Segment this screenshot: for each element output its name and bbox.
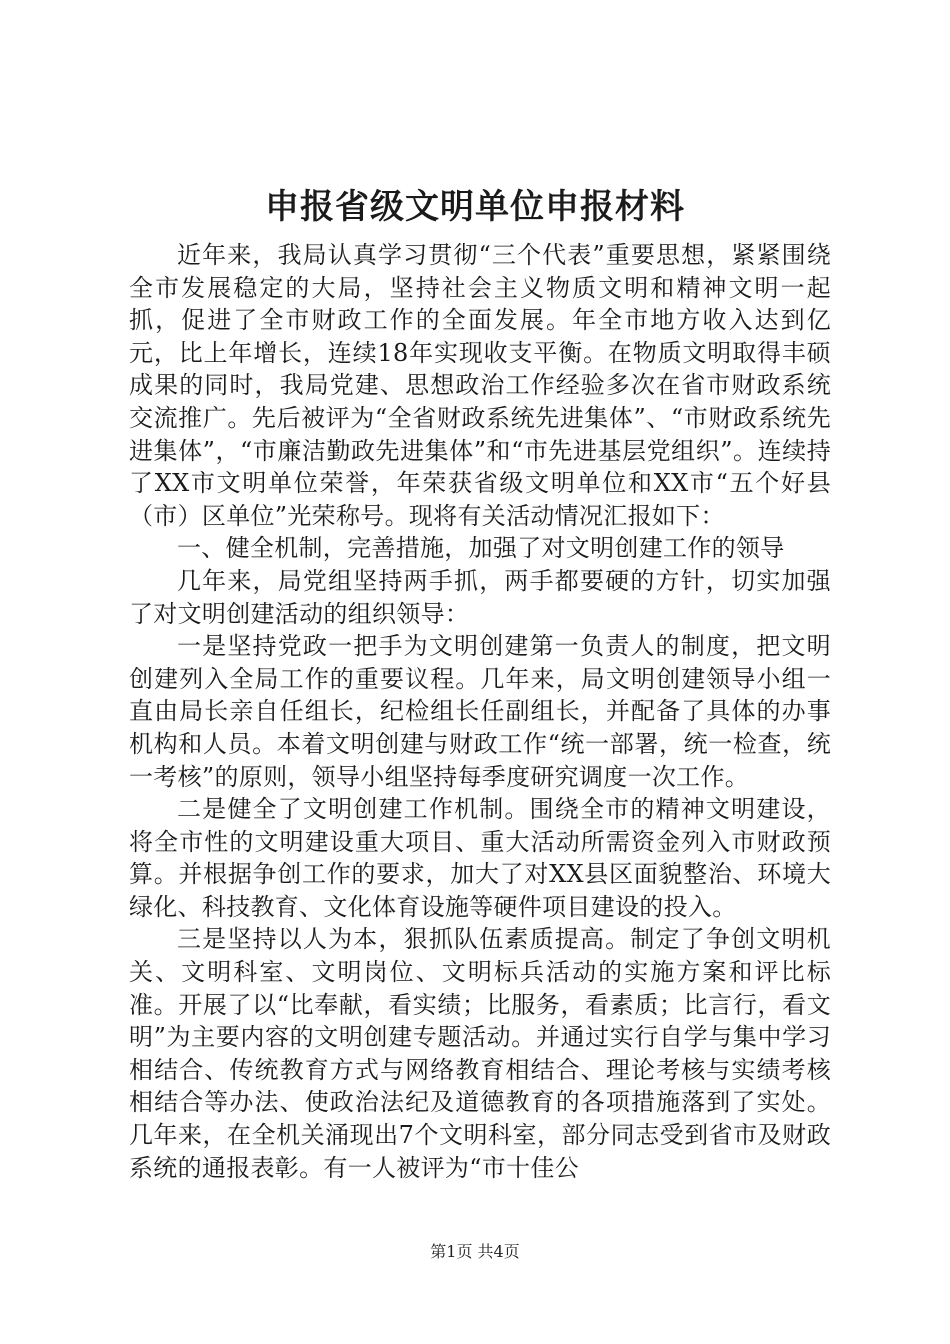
paragraph-intro: 近年来，我局认真学习贯彻“三个代表”重要思想，紧紧围绕全市发展稳定的大局，坚持社会主义物质文明和精神文明一起抓，促进了全市财政工作的全面发展。年全市地方收入达到亿元，比上年增长，连续18年实现收支平衡。在物质文明取得丰硕成果的同时，我局党建、思想政治工作经验多次在省市财政系统交流推广。先后被评为“全省财政系统先进集体”、“市财政系统先进集体”，“市廉洁勤政先进集体”和“市先进基层党组织”。连续持了XX市文明单位荣誉，年荣获省级文明单位和XX市“五个好县（市）区单位”光荣称号。现将有关活动情况汇报如下： [129,241,831,530]
paragraph-point-2: 二是健全了文明创建工作机制。围绕全市的精神文明建设，将全市性的文明建设重大项目、重大活动所需资金列入市财政预算。并根据争创工作的要求，加大了对XX县区面貌整治、环境大绿化、科技教育、文化体育设施等硬件项目建设的投入。 [129,795,831,921]
paragraph-point-3: 三是坚持以人为本，狠抓队伍素质提高。制定了争创文明机关、文明科室、文明岗位、文明标兵活动的实施方案和评比标准。开展了以“比奉献，看实绩；比服务，看素质；比言行，看文明”为主要内容的文明创建专题活动。并通过实行自学与集中学习相结合、传统教育方式与网络教育相结合、理论考核与实绩考核相结合等办法、使政治法纪及道德教育的各项措施落到了实处。几年来，在全机关涌现出7个文明科室，部分同志受到省市及财政系统的通报表彰。有一人被评为“市十佳公 [129,925,831,1182]
document-title: 申报省级文明单位申报材料 [265,187,685,227]
document-body [129,239,831,1184]
paragraph-leadership: 几年来，局党组坚持两手抓，两手都要硬的方针，切实加强了对文明创建活动的组织领导： [129,566,831,628]
page-number-footer: 第1页 共4页 [430,1242,520,1261]
section-heading-1: 一、健全机制，完善措施，加强了对文明创建工作的领导 [177,534,785,563]
paragraph-point-1: 一是坚持党政一把手为文明创建第一负责人的制度，把文明创建列入全局工作的重要议程。几年来，局文明创建领导小组一直由局长亲自任组长，纪检组长任副组长，并配备了具体的办事机构和人员。本着文明创建与财政工作“统一部署，统一检查，统一考核”的原则，领导小组坚持每季度研究调度一次工作。 [129,632,831,791]
